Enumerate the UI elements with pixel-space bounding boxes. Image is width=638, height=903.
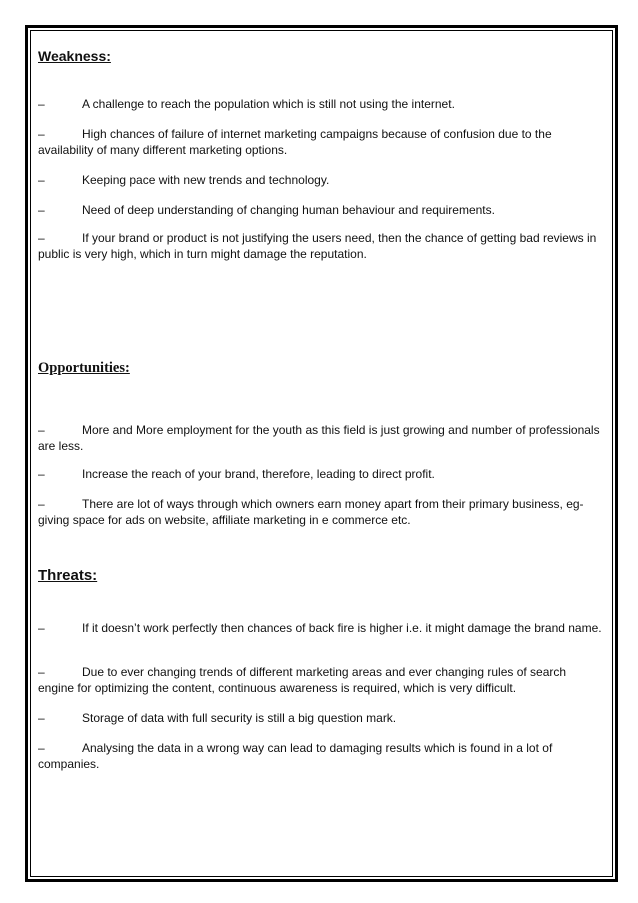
item-text: Storage of data with full security is still a big question mark. xyxy=(82,711,397,725)
item-text: If your brand or product is not justifying the users need, then the chance of getting bad reviews in public is very high, which in turn might damage the reputation. xyxy=(38,231,597,261)
opportunities-item-1 xyxy=(38,422,604,454)
bullet-dash: – xyxy=(38,621,45,635)
item-text: High chances of failure of internet marketing campaigns because of confusion due to the availability of many different marketing options. xyxy=(38,127,552,157)
item-text: Increase the reach of your brand, therefore, leading to direct profit. xyxy=(82,467,435,481)
weakness-item-1 xyxy=(38,96,604,112)
opportunities-heading: Opportunities: xyxy=(38,360,130,376)
item-text: If it doesn’t work perfectly then chances of back fire is higher i.e. it might damage the brand name. xyxy=(82,621,602,635)
weakness-item-3 xyxy=(38,172,604,188)
threats-item-2 xyxy=(38,664,604,696)
weakness-item-2 xyxy=(38,126,604,158)
bullet-dash: – xyxy=(38,423,45,437)
threats-item-4 xyxy=(38,740,604,772)
item-text: More and More employment for the youth as this field is just growing and number of professionals are less. xyxy=(38,423,600,453)
threats-heading: Threats: xyxy=(38,567,98,584)
item-text: Analysing the data in a wrong way can lead to damaging results which is found in a lot of companies. xyxy=(38,741,553,771)
weakness-heading: Weakness: xyxy=(38,48,111,64)
item-text: There are lot of ways through which owners earn money apart from their primary business, eg- giving space for ads on website, affiliate marketing in e commerce etc. xyxy=(38,497,584,527)
item-text: Keeping pace with new trends and technology. xyxy=(82,173,330,187)
bullet-dash: – xyxy=(38,203,45,217)
weakness-item-4 xyxy=(38,202,604,218)
bullet-dash: – xyxy=(38,127,45,141)
bullet-dash: – xyxy=(38,173,45,187)
weakness-item-5 xyxy=(38,230,604,262)
threats-item-3 xyxy=(38,710,604,726)
opportunities-item-2 xyxy=(38,466,604,482)
bullet-dash: – xyxy=(38,97,45,111)
item-text: A challenge to reach the population which is still not using the internet. xyxy=(82,97,455,111)
bullet-dash: – xyxy=(38,665,45,679)
opportunities-item-3 xyxy=(38,496,604,528)
item-text: Need of deep understanding of changing human behaviour and requirements. xyxy=(82,203,495,217)
bullet-dash: – xyxy=(38,711,45,725)
bullet-dash: – xyxy=(38,497,45,511)
item-text: Due to ever changing trends of different marketing areas and ever changing rules of search engine for optimizing the content, continuous awareness is required, which is very difficult. xyxy=(38,665,567,695)
bullet-dash: – xyxy=(38,741,45,755)
bullet-dash: – xyxy=(38,231,45,245)
bullet-dash: – xyxy=(38,467,45,481)
threats-item-1 xyxy=(38,620,604,636)
